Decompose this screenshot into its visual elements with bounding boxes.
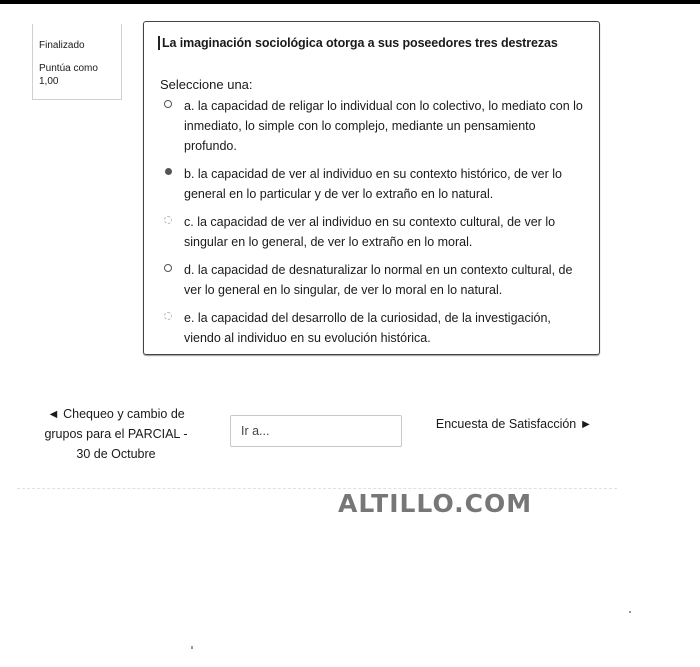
answer-options	[164, 96, 589, 356]
radio-d[interactable]	[164, 264, 172, 272]
radio-b[interactable]	[165, 168, 172, 175]
option-c[interactable]	[164, 212, 589, 252]
top-border	[0, 0, 700, 4]
option-d[interactable]	[164, 260, 589, 300]
option-c-text: c. la capacidad de ver al individuo en su contexto cultural, de ver lo singular en lo general, de ver lo extraño en lo moral.	[184, 215, 556, 249]
grade-label: Puntúa como	[39, 63, 98, 74]
scan-speck	[629, 611, 631, 613]
activity-navigation	[17, 380, 617, 489]
option-a[interactable]	[164, 96, 589, 156]
watermark-logo: ALTILLO.COM	[338, 489, 533, 518]
option-e-text: e. la capacidad del desarrollo de la curiosidad, de la investigación, viendo al individuo en su evolución histórica.	[184, 311, 551, 345]
radio-e[interactable]	[164, 312, 172, 320]
question-state: Finalizado	[39, 40, 85, 51]
option-e[interactable]	[164, 308, 589, 348]
question-box	[143, 21, 600, 355]
option-b-text: b. la capacidad de ver al individuo en su contexto histórico, de ver lo general en lo particular y de ver lo extraño en lo natural.	[184, 167, 563, 201]
scan-speck	[191, 646, 193, 649]
radio-a[interactable]	[164, 100, 172, 108]
select-prompt: Seleccione una:	[160, 77, 253, 92]
option-d-text: d. la capacidad de desnaturalizar lo normal en un contexto cultural, de ver lo general en lo singular, de ver lo moral en lo natural.	[184, 263, 573, 297]
question-info-panel	[32, 24, 122, 100]
option-b[interactable]	[164, 164, 589, 204]
option-a-text: a. la capacidad de religar lo individual con lo colectivo, lo mediato con lo inmediato, lo simple con lo complejo, mediante un pensamiento profundo.	[184, 99, 583, 153]
question-text: La imaginación sociológica otorga a sus poseedores tres destrezas	[158, 36, 558, 50]
prev-activity-link[interactable]: ◄ Chequeo y cambio de grupos para el PARCIAL - 30 de Octubre	[44, 407, 188, 461]
grade-value: 1,00	[39, 76, 59, 87]
jump-to-select[interactable]	[230, 415, 402, 447]
next-activity-link[interactable]: Encuesta de Satisfacción ►	[435, 417, 593, 431]
radio-c[interactable]	[164, 216, 172, 224]
